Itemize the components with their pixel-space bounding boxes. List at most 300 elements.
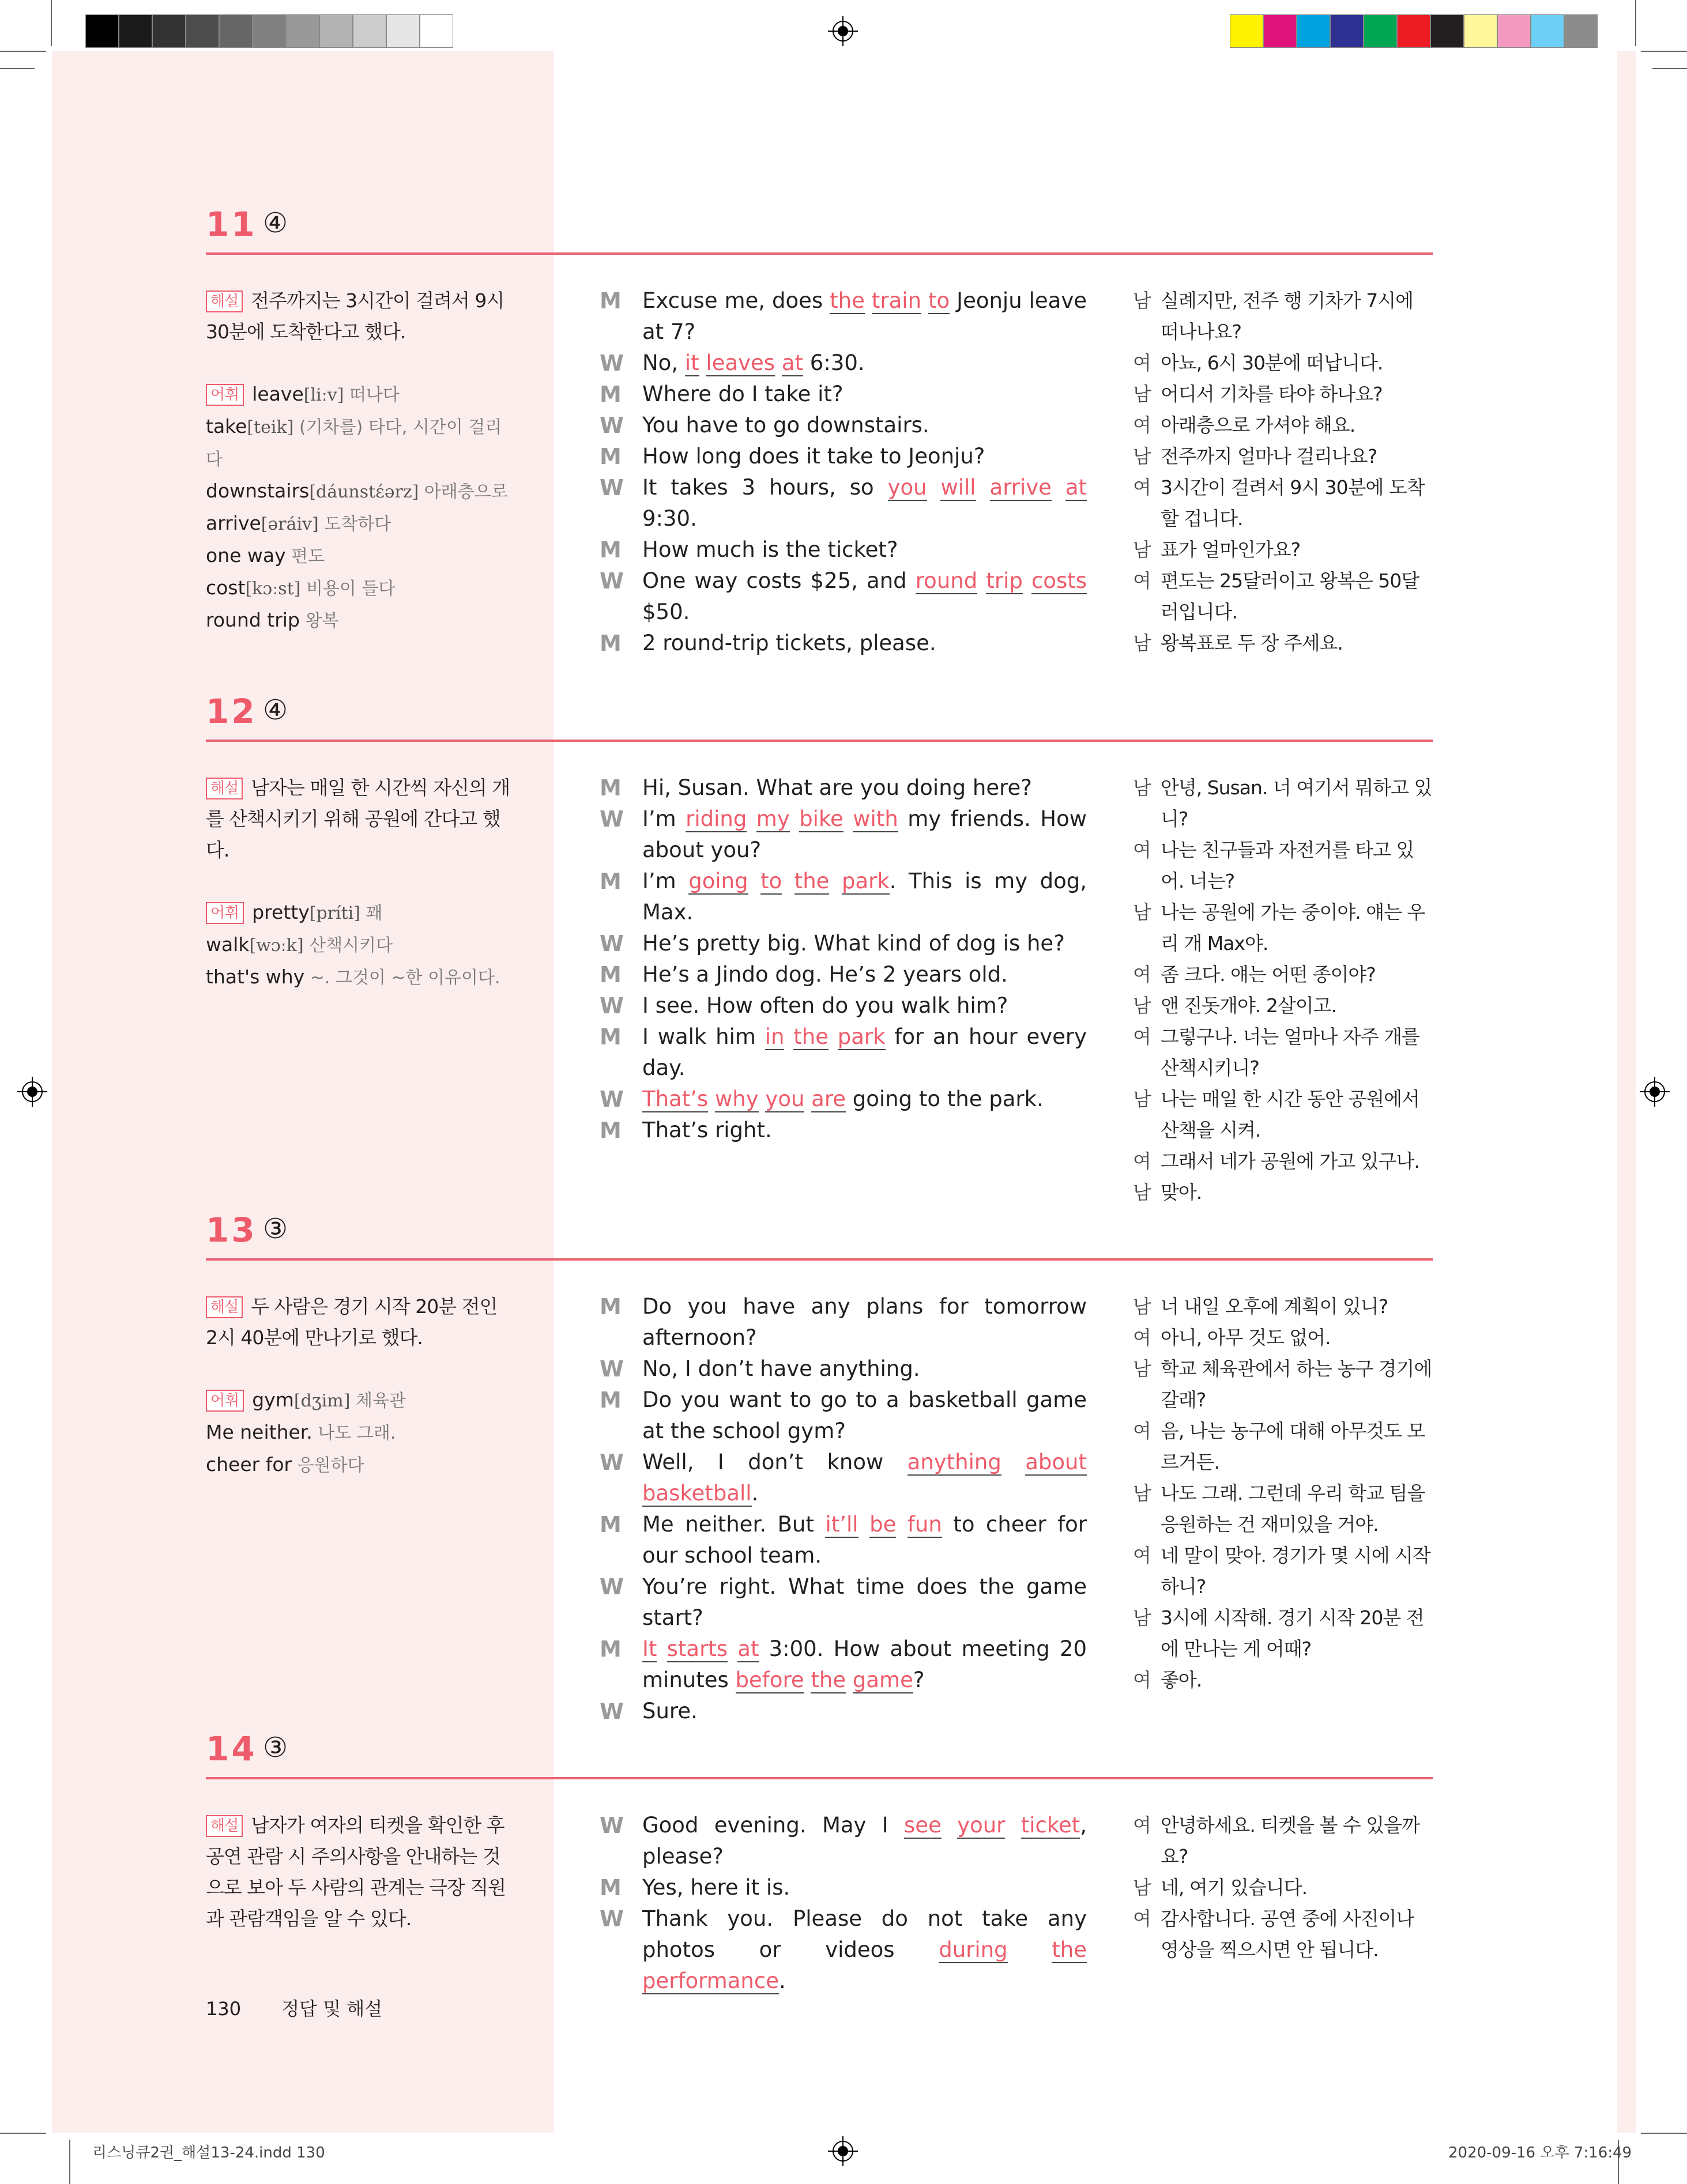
vocab-word: leave [252, 383, 304, 405]
translation-line [1133, 1416, 1433, 1478]
dialogue-line [600, 990, 1087, 1021]
dialogue-block [600, 285, 1087, 659]
dialogue-text: How long does it take to Jeonju? [642, 444, 985, 469]
speaker-label: M [600, 288, 622, 314]
crop-mark [0, 2133, 46, 2134]
translation-text: 편도는 25달러이고 왕복은 50달러입니다. [1161, 569, 1419, 623]
speaker-label: M [600, 1294, 622, 1319]
translation-text: 어디서 기차를 타야 하나요? [1161, 383, 1383, 405]
slug-date: 2020-09-16 오후 7:16:49 [1448, 2144, 1632, 2162]
dialogue-text: No, I don’t have anything. [642, 1356, 920, 1381]
translation-text: 아니, 아무 것도 없어. [1161, 1326, 1331, 1349]
blank-answer: my [756, 806, 790, 831]
registration-mark-icon [17, 1077, 47, 1107]
vocab-pronunciation: [dʒim] [293, 1391, 351, 1411]
translation-line [1133, 1021, 1433, 1084]
blank-answer: it [684, 350, 699, 375]
dialogue-line [600, 565, 1087, 628]
translation-text: 음, 나는 농구에 대해 아무것도 모르거든. [1161, 1420, 1425, 1473]
explanation-badge: 해설 [206, 1815, 243, 1837]
color-swatch [1464, 14, 1497, 48]
speaker-label: W [600, 568, 624, 594]
vocab-item [206, 1449, 511, 1481]
blank-answer: about [1025, 1450, 1087, 1474]
translation-line [1133, 1903, 1433, 1966]
blank-answer: park [841, 869, 890, 893]
translation-text: 좋아. [1161, 1669, 1202, 1691]
vocab-definition: 꽤 [360, 903, 383, 923]
translation-line [1133, 959, 1433, 990]
dialogue-line [600, 285, 1087, 348]
dialogue-text: 2 round-trip tickets, please. [642, 631, 936, 655]
blank-answer: basketball [642, 1481, 752, 1506]
translation-speaker: 여 [1133, 414, 1151, 436]
dialogue-line [600, 1696, 1087, 1727]
translation-speaker: 남 [1133, 1606, 1151, 1629]
speaker-label: W [600, 993, 624, 1019]
vocab-item [206, 476, 511, 508]
translation-line [1133, 1540, 1433, 1602]
speaker-label: M [600, 1387, 622, 1413]
dialogue-text: Yes, here it is. [642, 1875, 790, 1900]
explanation-block [206, 285, 511, 637]
translation-line [1133, 628, 1433, 659]
blank-answer: the [793, 1024, 829, 1049]
blank-answer: game [852, 1668, 913, 1692]
speaker-label: W [600, 1813, 624, 1838]
color-swatch [119, 14, 152, 48]
translation-text: 네, 여기 있습니다. [1161, 1876, 1308, 1899]
color-swatch [386, 14, 420, 48]
color-swatch [1430, 14, 1464, 48]
blank-answer: That’s [642, 1087, 709, 1111]
speaker-label: W [600, 350, 624, 376]
blank-answer: fun [907, 1512, 942, 1537]
color-swatch [1230, 14, 1263, 48]
dialogue-line [600, 1447, 1087, 1509]
crop-mark [0, 68, 35, 69]
blank-answer: to [760, 869, 782, 893]
blank-answer: the [794, 869, 830, 893]
translation-speaker: 여 [1133, 1669, 1151, 1691]
translation-text: 3시에 시작해. 경기 시작 20분 전에 만나는 게 어때? [1161, 1606, 1424, 1660]
blank-answer: anything [907, 1450, 1001, 1474]
translation-text: 3시간이 걸려서 9시 30분에 도착할 겁니다. [1161, 476, 1425, 530]
translation-line [1133, 897, 1433, 959]
explanation-body: 남자가 여자의 티켓을 확인한 후 공연 관람 시 주의사항을 안내하는 것으로 보아 두 사람의 관계는 극장 직원과 관람객임을 알 수 있다. [206, 1814, 506, 1930]
registration-mark-icon [1640, 1077, 1670, 1107]
vocab-word: pretty [252, 901, 310, 923]
translation-text: 맞아. [1161, 1181, 1202, 1204]
dialogue-line [600, 1509, 1087, 1571]
blank-answer: arrive [989, 475, 1052, 500]
speaker-label: M [600, 382, 622, 407]
dialogue-block [600, 772, 1087, 1146]
speaker-label: W [600, 475, 624, 500]
translation-text: 좀 크다. 얘는 어떤 종이야? [1161, 963, 1376, 986]
translation-text: 네 말이 맞아. 경기가 몇 시에 시작하니? [1161, 1544, 1430, 1598]
blank-answer: at [737, 1636, 759, 1661]
color-swatch [1397, 14, 1430, 48]
translation-speaker: 남 [1133, 994, 1151, 1017]
vocab-pronunciation: [liːv] [303, 385, 344, 405]
translation-speaker: 남 [1133, 383, 1151, 405]
dialogue-line [600, 1571, 1087, 1634]
answer-choice: ④ [263, 207, 288, 239]
vocab-pronunciation: [príti] [309, 903, 360, 923]
blank-answer: round [915, 568, 978, 593]
vocab-pronunciation: [teik] [247, 417, 294, 437]
color-swatch [219, 14, 253, 48]
translation-speaker: 여 [1133, 1814, 1151, 1836]
question-number: 14 [206, 1729, 257, 1768]
dialogue-text: He’s pretty big. What kind of dog is he? [642, 931, 1065, 956]
dialogue-line [600, 804, 1087, 866]
blank-answer: why [715, 1087, 759, 1111]
crop-mark [1641, 51, 1687, 52]
translation-speaker: 여 [1133, 1025, 1151, 1048]
page-footer [206, 1994, 382, 2021]
crop-mark [1641, 2133, 1687, 2134]
speaker-label: W [600, 413, 624, 438]
dialogue-line [600, 1810, 1087, 1872]
blank-answer: see [904, 1813, 942, 1838]
dialogue-text: It starts at 3:00. How about meeting 20 minutes before the game? [642, 1636, 1087, 1692]
dialogue-line [600, 379, 1087, 410]
color-swatch [253, 14, 286, 48]
translation-speaker: 여 [1133, 1326, 1151, 1349]
crop-mark [0, 51, 46, 52]
dialogue-line [600, 1634, 1087, 1696]
translation-speaker: 남 [1133, 632, 1151, 654]
vocab-definition: 왕복 [299, 611, 339, 631]
translation-text: 나는 친구들과 자전거를 타고 있어. 너는? [1161, 839, 1414, 892]
dialogue-text: Do you have any plans for tomorrow afternoon? [642, 1294, 1087, 1350]
translation-speaker: 남 [1133, 1088, 1151, 1110]
vocab-word: cheer for [206, 1453, 292, 1476]
color-swatch [1531, 14, 1564, 48]
vocab-word: that's why [206, 965, 305, 988]
speaker-label: W [600, 1450, 624, 1475]
explanation-block [206, 1291, 511, 1481]
translation-line [1133, 990, 1433, 1021]
vocab-pronunciation: [dáunstέərz] [309, 482, 419, 502]
translation-speaker: 남 [1133, 901, 1151, 923]
vocab-item [206, 411, 511, 476]
translation-speaker: 남 [1133, 445, 1151, 467]
explanation-block [206, 1810, 511, 1934]
dialogue-text: I see. How often do you walk him? [642, 993, 1008, 1018]
blank-answer: before [735, 1668, 804, 1692]
blank-answer: trip [986, 568, 1023, 593]
translation-text: 실례지만, 전주 행 기차가 7시에 떠나나요? [1161, 289, 1413, 343]
question-number: 12 [206, 692, 257, 731]
dialogue-text: I’m riding my bike with my friends. How about you? [642, 806, 1087, 862]
blank-answer: park [837, 1024, 886, 1049]
blank-answer: with [853, 806, 898, 831]
dialogue-line [600, 1385, 1087, 1447]
dialogue-line [600, 1291, 1087, 1353]
dialogue-line [600, 1021, 1087, 1084]
dialogue-text: Good evening. May I see your ticket, please? [642, 1813, 1087, 1869]
answer-choice: ③ [263, 1213, 288, 1245]
dialogue-line [600, 628, 1087, 659]
translation-line [1133, 441, 1433, 472]
blank-answer: at [781, 350, 804, 375]
translation-line [1133, 1177, 1433, 1208]
explanation-text [206, 1810, 511, 1934]
color-swatch [353, 14, 386, 48]
translation-speaker: 여 [1133, 476, 1151, 499]
dialogue-text: Well, I don’t know anything about basketball. [642, 1450, 1087, 1506]
color-swatch [1297, 14, 1330, 48]
dialogue-line [600, 866, 1087, 928]
speaker-label: M [600, 1512, 622, 1537]
translation-block [1133, 285, 1433, 659]
dialogue-line [600, 959, 1087, 990]
vocab-badge: 어휘 [206, 902, 244, 924]
dialogue-text: That’s right. [642, 1118, 772, 1142]
translation-line [1133, 348, 1433, 379]
explanation-text [206, 285, 511, 348]
translation-speaker: 여 [1133, 1907, 1151, 1930]
registration-mark-icon [828, 16, 858, 46]
translation-line [1133, 772, 1433, 835]
vocab-definition: 도착하다 [318, 514, 391, 534]
blank-answer: bike [799, 806, 843, 831]
blank-answer: leaves [706, 350, 775, 375]
speaker-label: M [600, 775, 622, 801]
blank-answer: the [830, 288, 865, 313]
color-swatch [152, 14, 186, 48]
translation-text: 아뇨, 6시 30분에 떠납니다. [1161, 352, 1383, 374]
translation-line [1133, 1322, 1433, 1353]
vocab-definition: 아래층으로 [419, 482, 508, 502]
question-number: 13 [206, 1210, 257, 1250]
translation-line [1133, 1291, 1433, 1322]
color-swatch [286, 14, 319, 48]
translation-line [1133, 1810, 1433, 1872]
blank-answer: ticket [1021, 1813, 1080, 1838]
vocab-word: round trip [206, 609, 300, 631]
explanation-badge: 해설 [206, 778, 243, 799]
color-swatch [319, 14, 353, 48]
blank-answer: are [811, 1087, 846, 1111]
section-rule [206, 252, 1433, 255]
vocab-definition: 산책시키다 [303, 936, 393, 956]
dialogue-text: One way costs $25, and round trip costs $50. [642, 568, 1087, 624]
speaker-label: M [600, 1118, 622, 1143]
explanation-badge: 해설 [206, 1296, 243, 1318]
vocab-word: walk [206, 933, 250, 956]
dialogue-text: No, it leaves at 6:30. [642, 350, 865, 375]
translation-block [1133, 1810, 1433, 1966]
vocab-item [206, 379, 511, 411]
vocab-item [206, 1417, 511, 1449]
blank-answer: It [642, 1636, 657, 1661]
dialogue-text: Thank you. Please do not take any photos or videos during the performance. [642, 1906, 1087, 1993]
vocab-pronunciation: [kɔːst] [245, 579, 301, 599]
vocab-word: take [206, 415, 247, 437]
blank-answer: your [957, 1813, 1006, 1838]
dialogue-text: How much is the ticket? [642, 537, 898, 562]
translation-line [1133, 1353, 1433, 1416]
dialogue-line [600, 1872, 1087, 1903]
color-swatch [1364, 14, 1397, 48]
dialogue-text: He’s a Jindo dog. He’s 2 years old. [642, 962, 1008, 987]
blank-answer: to [928, 288, 950, 313]
vocab-item [206, 929, 511, 961]
speaker-label: M [600, 869, 622, 894]
registration-mark-icon [828, 2136, 858, 2166]
speaker-label: W [600, 806, 624, 832]
vocab-word: downstairs [206, 480, 310, 502]
translation-line [1133, 472, 1433, 534]
vocab-pronunciation: [əráiv] [261, 514, 319, 534]
blank-answer: during [939, 1937, 1008, 1962]
translation-text: 감사합니다. 공연 중에 사진이나 영상을 찍으시면 안 됩니다. [1161, 1907, 1414, 1961]
vocab-badge: 어휘 [206, 1390, 244, 1412]
dialogue-line [600, 1115, 1087, 1146]
blank-answer: riding [686, 806, 747, 831]
translation-text: 안녕, Susan. 너 여기서 뭐하고 있니? [1161, 776, 1432, 830]
vocab-badge: 어휘 [206, 384, 244, 406]
speaker-label: W [600, 1906, 624, 1932]
speaker-label: M [600, 537, 622, 563]
translation-speaker: 남 [1133, 1357, 1151, 1380]
vocab-item [206, 540, 511, 572]
vocab-item [206, 897, 511, 929]
vocab-pronunciation: [wɔːk] [249, 936, 304, 956]
vocab-definition: 체육관 [350, 1391, 406, 1411]
translation-block [1133, 1291, 1433, 1696]
spacer [206, 866, 511, 897]
speaker-label: W [600, 931, 624, 956]
translation-speaker: 여 [1133, 963, 1151, 986]
blank-answer: train [871, 288, 922, 313]
translation-text: 왕복표로 두 장 주세요. [1161, 632, 1343, 654]
color-swatch [1564, 14, 1598, 48]
blank-answer: be [869, 1512, 897, 1537]
blank-answer: performance [642, 1968, 779, 1993]
spacer [206, 1353, 511, 1385]
section-rule [206, 1258, 1433, 1261]
speaker-label: M [600, 1024, 622, 1050]
dialogue-line [600, 1903, 1087, 1997]
explanation-text [206, 1291, 511, 1353]
question-number: 11 [206, 205, 257, 244]
dialogue-text: Do you want to go to a basketball game at the school gym? [642, 1387, 1087, 1443]
section-rule [206, 740, 1433, 742]
translation-line [1133, 1872, 1433, 1903]
translation-speaker: 여 [1133, 1420, 1151, 1442]
translation-text: 너 내일 오후에 계획이 있니? [1161, 1295, 1388, 1318]
speaker-label: M [600, 1636, 622, 1662]
right-edge-tint [1617, 51, 1636, 2133]
crop-mark [1652, 68, 1687, 69]
translation-line [1133, 285, 1433, 348]
vocab-word: cost [206, 576, 246, 599]
slug-filename: 리스닝큐2권_해설13-24.indd 130 [92, 2144, 325, 2162]
vocab-definition: 편도 [285, 546, 325, 567]
translation-speaker: 남 [1133, 538, 1151, 561]
dialogue-line [600, 472, 1087, 534]
dialogue-line [600, 772, 1087, 804]
vocab-word: one way [206, 544, 286, 567]
translation-line [1133, 565, 1433, 628]
dialogue-text: It takes 3 hours, so you will arrive at 9:30. [642, 475, 1087, 531]
translation-text: 그래서 네가 공원에 가고 있구나. [1161, 1150, 1419, 1172]
blank-answer: in [765, 1024, 785, 1049]
explanation-body: 남자는 매일 한 시간씩 자신의 개를 산책시키기 위해 공원에 간다고 했다. [206, 776, 510, 861]
translation-speaker: 여 [1133, 839, 1151, 861]
vocab-item [206, 508, 511, 540]
dialogue-text: You’re right. What time does the game start? [642, 1574, 1087, 1630]
translation-block [1133, 772, 1433, 1208]
color-swatch [1263, 14, 1297, 48]
translation-text: 안녕하세요. 티켓을 볼 수 있을까요? [1161, 1814, 1419, 1868]
speaker-label: M [600, 631, 622, 656]
color-swatch [1497, 14, 1531, 48]
dialogue-line [600, 1353, 1087, 1385]
translation-text: 나도 그래. 그런데 우리 학교 팀을 응원하는 건 재미있을 거야. [1161, 1482, 1425, 1536]
speaker-label: W [600, 1087, 624, 1112]
translation-text: 나는 공원에 가는 중이야. 얘는 우리 개 Max야. [1161, 901, 1425, 955]
speaker-label: W [600, 1574, 624, 1600]
color-swatch [85, 14, 119, 48]
process-color-bar [1230, 14, 1598, 49]
dialogue-text: Sure. [642, 1699, 698, 1723]
vocab-word: gym [252, 1389, 294, 1411]
dialogue-text: I’m going to the park. This is my dog, Max. [642, 869, 1087, 925]
vocab-word: Me neither. [206, 1421, 312, 1443]
explanation-badge: 해설 [206, 291, 243, 312]
grayscale-color-bar [85, 14, 453, 49]
translation-speaker: 남 [1133, 1482, 1151, 1504]
dialogue-line [600, 534, 1087, 565]
translation-text: 앤 진돗개야. 2살이고. [1161, 994, 1336, 1017]
blank-answer: will [940, 475, 976, 500]
vocab-item [206, 961, 511, 994]
page-number: 130 [206, 1998, 242, 2020]
translation-speaker: 남 [1133, 1181, 1151, 1204]
blank-answer: starts [666, 1636, 728, 1661]
vocab-item [206, 1385, 511, 1417]
vocab-item [206, 572, 511, 605]
answer-choice: ③ [263, 1732, 288, 1764]
translation-speaker: 여 [1133, 569, 1151, 592]
translation-speaker: 남 [1133, 776, 1151, 799]
crop-mark [1635, 0, 1636, 46]
translation-line [1133, 835, 1433, 897]
dialogue-line [600, 1084, 1087, 1115]
speaker-label: M [600, 962, 622, 987]
translation-speaker: 남 [1133, 1295, 1151, 1318]
translation-text: 전주까지 얼마나 걸리나요? [1161, 445, 1377, 467]
dialogue-text: Hi, Susan. What are you doing here? [642, 775, 1032, 800]
color-swatch [186, 14, 219, 48]
blank-answer: at [1065, 475, 1087, 500]
spacer [206, 348, 511, 379]
speaker-label: W [600, 1356, 624, 1382]
dialogue-text: You have to go downstairs. [642, 413, 929, 437]
translation-speaker: 여 [1133, 1150, 1151, 1172]
vocab-word: arrive [206, 512, 261, 534]
answer-choice: ④ [263, 694, 288, 726]
dialogue-block [600, 1810, 1087, 1997]
crop-mark [51, 0, 52, 46]
blank-answer: costs [1031, 568, 1087, 593]
